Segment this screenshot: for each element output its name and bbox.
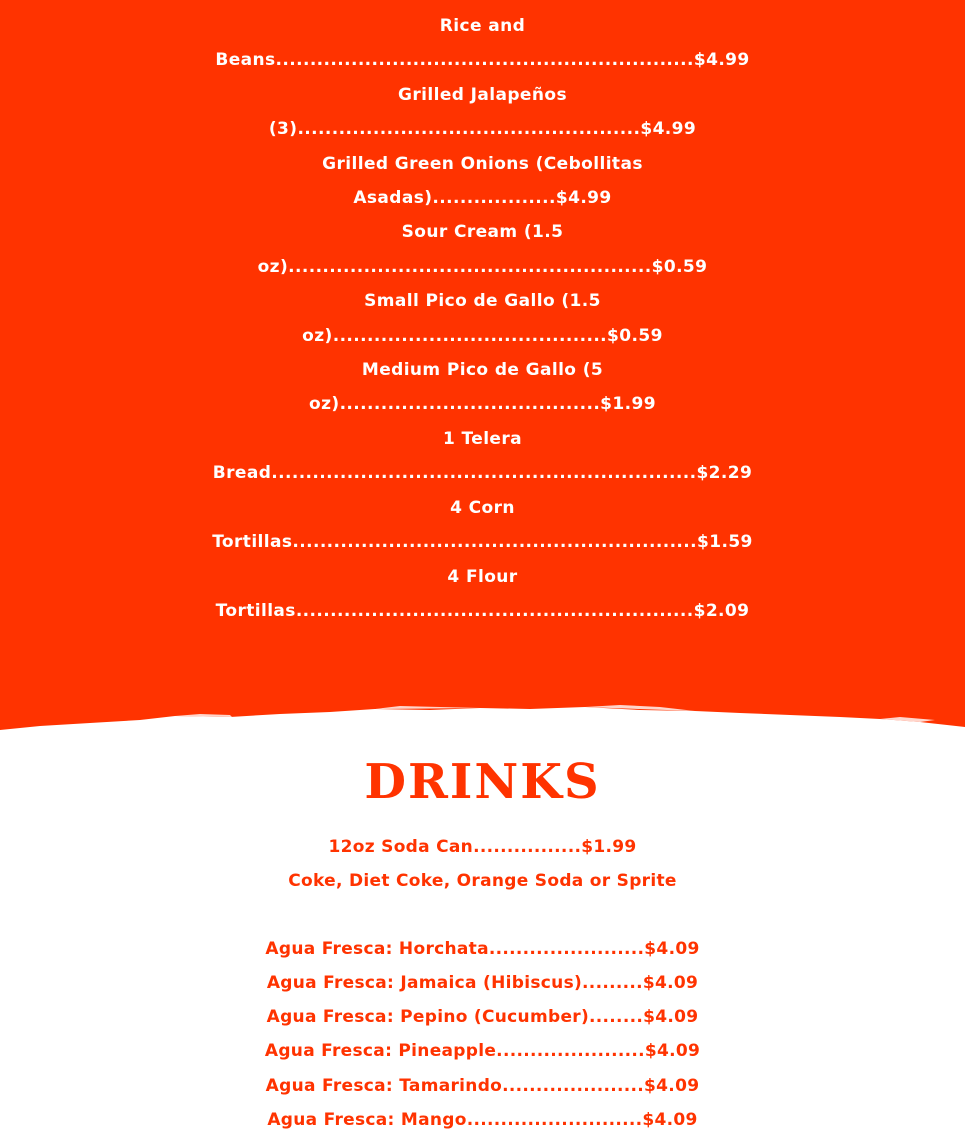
sides-menu-list — [0, 9, 965, 628]
sides-item-name: Sour Cream (1.5 — [401, 222, 564, 243]
torn-edge-divider — [0, 695, 965, 745]
soda-options: Coke, Diet Coke, Orange Soda or Sprite — [288, 871, 677, 892]
agua-fresca-item: Agua Fresca: Jamaica (Hibiscus).........$4.09 — [266, 972, 699, 993]
sides-item-price: oz)......................................$1.99 — [309, 394, 656, 415]
sides-item-price: Tortillas...........................................................$1.59 — [212, 532, 753, 553]
sides-item-name: 4 Corn — [450, 497, 515, 518]
sides-item-name: Medium Pico de Gallo (5 — [361, 360, 604, 381]
sides-item-price: Beans.............................................................$4.99 — [215, 50, 750, 71]
agua-fresca-item: Agua Fresca: Horchata.......................$4.09 — [265, 938, 700, 959]
spacer — [0, 899, 965, 932]
sides-item-name: 1 Telera — [442, 428, 523, 449]
agua-fresca-item: Agua Fresca: Mango..........................$4.09 — [267, 1110, 698, 1131]
sides-item-price: Asadas)..................$4.99 — [353, 188, 612, 209]
sides-item-price: oz)........................................$0.59 — [302, 325, 663, 346]
sides-item-name: 4 Flour — [447, 566, 518, 587]
soda-can-item: 12oz Soda Can................$1.99 — [328, 837, 637, 857]
drinks-section — [0, 752, 965, 1137]
sides-item-name: Grilled Green Onions (Cebollitas — [322, 153, 643, 174]
agua-fresca-item: Agua Fresca: Pepino (Cucumber)........$4.09 — [266, 1007, 699, 1028]
sides-item-name: Small Pico de Gallo (1.5 — [364, 291, 601, 312]
sides-item-price: Bread..............................................................$2.29 — [212, 463, 753, 484]
sides-item-name: Rice and — [439, 16, 526, 36]
sides-item-price: oz).....................................................$0.59 — [257, 256, 708, 277]
agua-fresca-item: Agua Fresca: Pineapple......................$4.09 — [264, 1041, 701, 1062]
sides-item-price: Tortillas..........................................................$2.09 — [215, 600, 750, 621]
sides-item-price: (3)..................................................$4.99 — [268, 119, 697, 140]
drinks-heading: DRINKS — [364, 754, 601, 810]
sides-item-name: Grilled Jalapeños — [398, 84, 567, 105]
agua-fresca-item: Agua Fresca: Tamarindo.....................$4.09 — [265, 1075, 700, 1096]
